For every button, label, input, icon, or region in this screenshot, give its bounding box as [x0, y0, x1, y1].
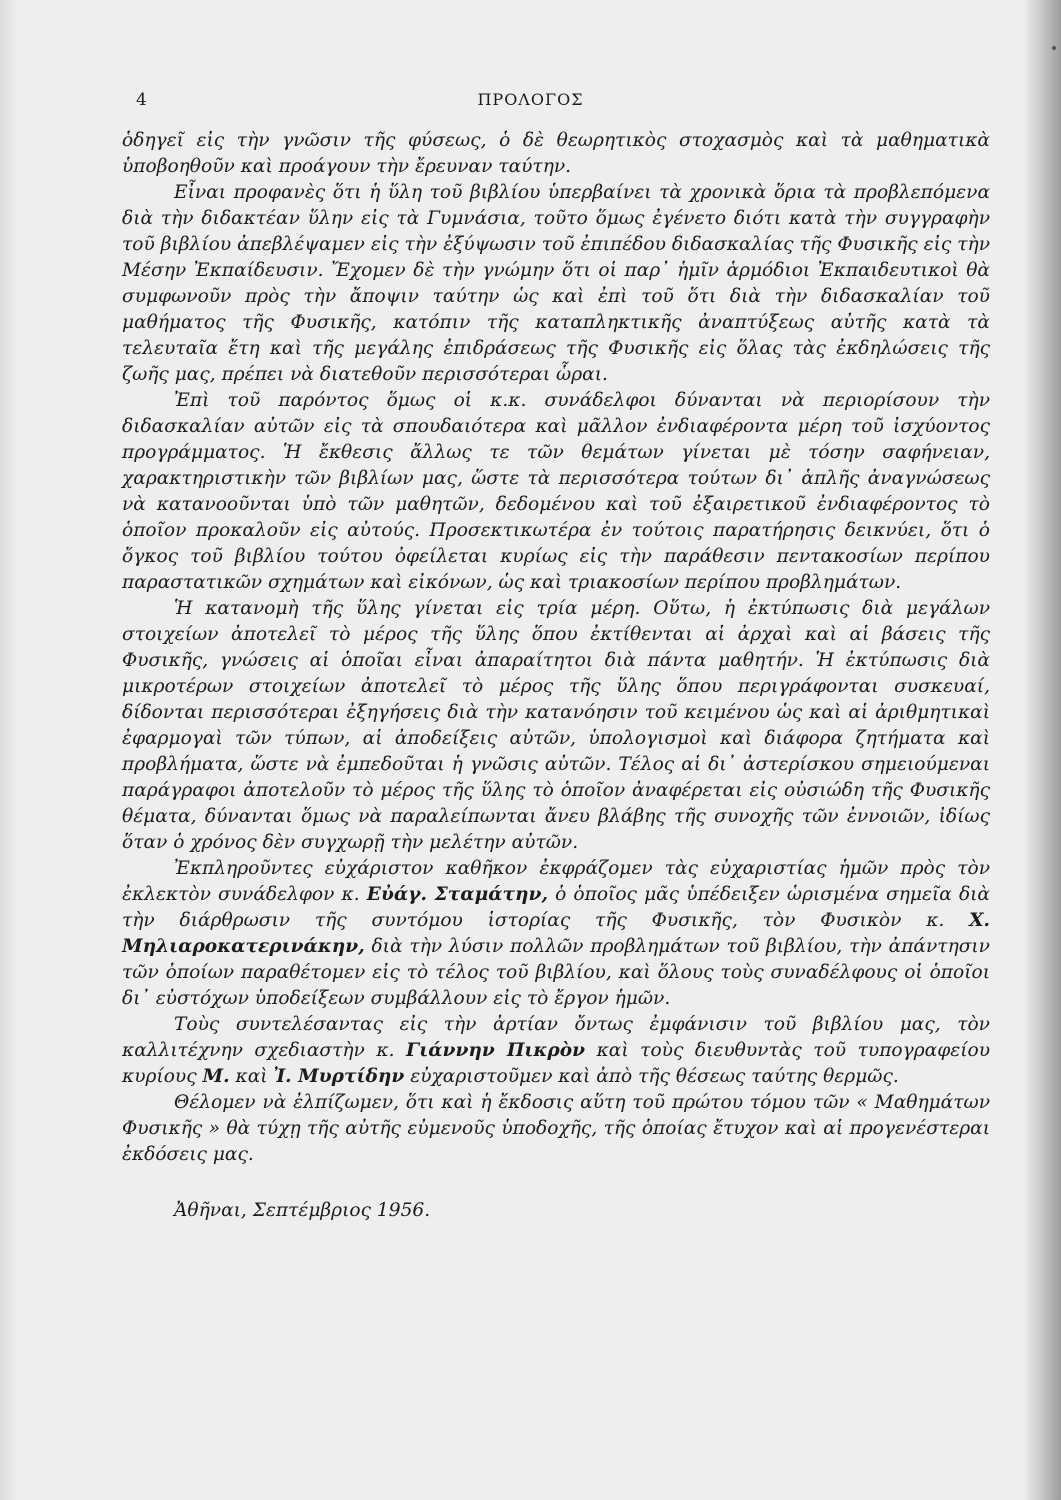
- paragraph-6: [122, 1012, 990, 1090]
- paragraph-6-text-4: εὐχαριστοῦμεν καὶ ἀπὸ τῆς θέσεως ταύτης θερμῶς.: [404, 1066, 899, 1087]
- name-m: Μ.: [202, 1066, 230, 1087]
- running-head-title: ΠΡΟΛΟΓΟΣ: [477, 90, 584, 109]
- body-text: [122, 128, 990, 1224]
- paragraph-4: Ἡ κατανομὴ τῆς ὕλης γίνεται εἰς τρία μέρη. Οὕτω, ἡ ἐκτύπωσις διὰ μεγάλων στοιχείων ἀποτελεῖ τὸ μέρος τῆς ὕλης ὅπου ἐκτίθενται αἱ ἀρχαὶ καὶ αἱ βάσεις τῆς Φυσικῆς, γνώσεις αἱ ὁποῖαι εἶναι ἀπαραίτητοι διὰ πάντα μαθητήν. Ἡ ἐκτύπωσις διὰ μικροτέρων στοιχείων ἀποτελεῖ τὸ μέρος τῆς ὕλης ὅπου περιγράφονται συσκευαί, δίδονται περισσότεραι ἐξηγήσεις διὰ τὴν κατανόησιν τοῦ κειμένου ὡς καὶ αἱ ἀριθμητικαὶ ἐφαρμογαὶ τῶν τύπων, αἱ ἀποδείξεις αὐτῶν, ὑπολογισμοὶ καὶ διάφορα ζητήματα καὶ προβλήματα, ὥστε νὰ ἐμπεδοῦται ἡ γνῶσις αὐτῶν. Τέλος αἱ δι᾽ ἀστερίσκου σημειούμεναι παράγραφοι ἀποτελοῦν τὸ μέρος τῆς ὕλης τὸ ὁποῖον ἀναφέρεται εἰς οὐσιώδη τῆς Φυσικῆς θέματα, δύνανται ὅμως νὰ παραλείπωνται ἄνευ βλάβης τῆς συνοχῆς τῶν ἐννοιῶν, ἰδίως ὅταν ὁ χρόνος δὲν συγχωρῇ τὴν μελέτην αὐτῶν.: [122, 598, 990, 853]
- paragraph-5-text-1: Ἐκπληροῦντες εὐχάριστον καθῆκον ἐκφράζομεν τὰς εὐχαριστίας ἡμῶν πρὸς τὸν ἐκλεκτὸν συνάδελφον κ.: [122, 858, 990, 905]
- name-myrtidis: Ἰ. Μυρτίδην: [273, 1066, 405, 1087]
- name-miliarokaterinakis: Χ. Μηλιαροκατερινάκην,: [122, 910, 990, 957]
- page-edge-shadow-left: [0, 0, 18, 1500]
- speck-mark: [1052, 46, 1056, 50]
- signature-date: Ἀθῆναι, Σεπτέμβριος 1956.: [174, 1200, 431, 1221]
- paragraph-3: Ἐπὶ τοῦ παρόντος ὅμως οἱ κ.κ. συνάδελφοι δύνανται νὰ περιορίσουν τὴν διδασκαλίαν αὐτῶν εἰς τὰ σπουδαιότερα καὶ μᾶλλον ἐνδιαφέροντα μέρη τοῦ ἰσχύοντος προγράμματος. Ἡ ἔκθεσις ἄλλως τε τῶν θεμάτων γίνεται μὲ τόσην σαφήνειαν, χαρακτηριστικὴν τῶν βιβλίων μας, ὥστε τὰ περισσότερα τούτων δι᾽ ἁπλῆς ἀναγνώσεως νὰ κατανοοῦνται ὑπὸ τῶν μαθητῶν, δεδομένου καὶ τοῦ ἐξαιρετικοῦ ἐνδιαφέροντος τὸ ὁποῖον προκαλοῦν εἰς αὐτούς. Προσεκτικωτέρα ἐν τούτοις παρατήρησις δεικνύει, ὅτι ὁ ὄγκος τοῦ βιβλίου τούτου ὀφείλεται κυρίως εἰς τὴν παράθεσιν πεντακοσίων περίπου παραστατικῶν σχημάτων καὶ εἰκόνων, ὡς καὶ τριακοσίων περίπου προβλημάτων.: [122, 390, 990, 593]
- page-number: 4: [136, 90, 147, 110]
- name-pikros: Γιάννην Πικρὸν: [406, 1040, 586, 1061]
- paragraph-5: [122, 856, 990, 1012]
- paragraph-2: Εἶναι προφανὲς ὅτι ἡ ὕλη τοῦ βιβλίου ὑπερβαίνει τὰ χρονικὰ ὅρια τὰ προβλεπόμενα διὰ τὴν διδακτέαν ὕλην εἰς τὰ Γυμνάσια, τοῦτο ὅμως ἐγένετο διότι κατὰ τὴν συγγραφὴν τοῦ βιβλίου ἀπεβλέψαμεν εἰς τὴν ἐξύψωσιν τοῦ ἐπιπέδου διδασκαλίας τῆς Φυσικῆς εἰς τὴν Μέσην Ἐκπαίδευσιν. Ἔχομεν δὲ τὴν γνώμην ὅτι οἱ παρ᾽ ἡμῖν ἁρμόδιοι Ἐκπαιδευτικοὶ θὰ συμφωνοῦν πρὸς τὴν ἄποψιν ταύτην ὡς καὶ ἐπὶ τοῦ ὅτι διὰ τὴν διδασκαλίαν τοῦ μαθήματος τῆς Φυσικῆς, κατόπιν τῆς καταπληκτικῆς ἀναπτύξεως αὐτῆς κατὰ τὰ τελευταῖα ἔτη καὶ τῆς μεγάλης ἐπιδράσεως τῆς Φυσικῆς εἰς ὅλας τὰς ἐκδηλώσεις τῆς ζωῆς μας, πρέπει νὰ διατεθοῦν περισσότεραι ὧραι.: [122, 182, 990, 385]
- page-edge-shadow-right: [1023, 0, 1061, 1500]
- name-stamatis: Εὐάγ. Σταμάτην,: [366, 884, 548, 905]
- paragraph-6-text-3: καὶ: [229, 1066, 274, 1087]
- paragraph-6-text-1: Τοὺς συντελέσαντας εἰς τὴν ἀρτίαν ὄντως ἐμφάνισιν τοῦ βιβλίου μας, τὸν καλλιτέχνην σχεδιαστὴν κ.: [122, 1014, 990, 1061]
- paragraph-5-text-3: διὰ τὴν λύσιν πολλῶν προβλημάτων τοῦ βιβλίου, τὴν ἀπάντησιν τῶν ὁποίων παραθέτομεν εἰς τὸ τέλος τοῦ βιβλίου, καὶ ὅλους τοὺς συναδέλφους οἱ ὁποῖοι δι᾽ εὐστόχων ὑποδείξεων συμβάλλουν εἰς τὸ ἔργον ἡμῶν.: [122, 936, 990, 1009]
- paragraph-1: ὁδηγεῖ εἰς τὴν γνῶσιν τῆς φύσεως, ὁ δὲ θεωρητικὸς στοχασμὸς καὶ τὰ μαθηματικὰ ὑποβοηθοῦν καὶ προάγουν τὴν ἔρευναν ταύτην.: [122, 130, 990, 177]
- paragraph-6-text-2: καὶ τοὺς διευθυντὰς τοῦ τυπογραφείου κυρίους: [122, 1040, 991, 1087]
- paragraph-5-text-2: ὁ ὁποῖος μᾶς ὑπέδειξεν ὡρισμένα σημεῖα διὰ τὴν διάρθρωσιν τῆς συντόμου ἱστορίας τῆς Φυσικῆς, τὸν Φυσικὸν κ.: [122, 884, 990, 931]
- paragraph-7: Θέλομεν νὰ ἐλπίζωμεν, ὅτι καὶ ἡ ἔκδοσις αὕτη τοῦ πρώτου τόμου τῶν « Μαθημάτων Φυσικῆς » θὰ τύχῃ τῆς αὐτῆς εὐμενοῦς ὑποδοχῆς, τῆς ὁποίας ἔτυχον καὶ αἱ προγενέστεραι ἐκδόσεις μας.: [122, 1092, 990, 1165]
